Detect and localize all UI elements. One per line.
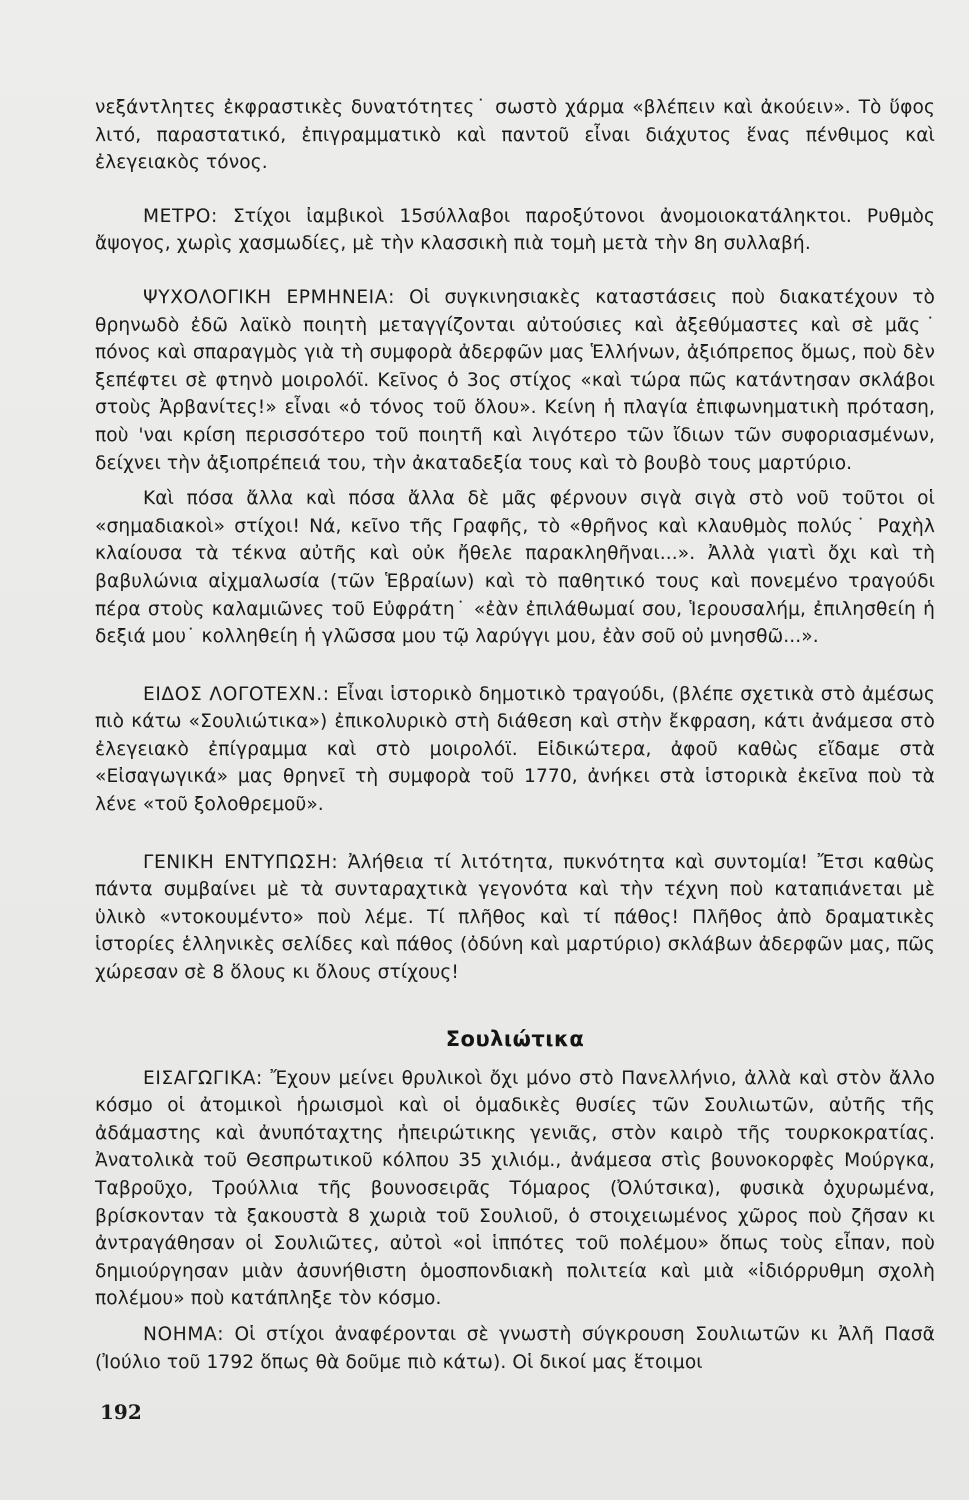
paragraph-label: ΜΕΤΡΟ: — [143, 205, 218, 227]
paragraph-metro — [95, 203, 935, 258]
paragraph-text: Εἶναι ἱστορικὸ δημοτικὸ τραγούδι, (βλέπε σχετικὰ στὸ ἀμέσως πιὸ κάτω «Σουλιώτικα») ἐπικολυρικὸ στὴ διάθεση καὶ στὴν ἔκφραση, κάτι ἀνάμεσα στὸ ἐλεγειακὸ ἐπίγραμμα καὶ στὸ μοιρολόϊ. Εἰδικώτερα, ἀφοῦ καθὼς εἴδαμε στὰ «Εἰσαγωγικά» μας θρηνεῖ τὴ συμφορὰ τοῦ 1770, ἀνήκει στὰ ἱστορικὰ ἐκεῖνα ποὺ τὰ λένε «τοῦ ξολοθρεμοῦ». — [95, 683, 935, 816]
paragraph-text: Οἱ στίχοι ἀναφέρονται σὲ γνωστὴ σύγκρουση Σουλιωτῶν κι Ἀλῆ Πασᾶ (Ἰούλιο τοῦ 1792 ὅπως θὰ δοῦμε πιὸ κάτω). Οἱ δικοί μας ἕτοιμοι — [95, 1323, 935, 1373]
paragraph-label: ΕΙΔΟΣ ΛΟΓΟΤΕΧΝ.: — [143, 683, 330, 705]
paragraph-general-impression — [95, 849, 935, 987]
paragraph-text: νεξάντλητες ἐκφραστικὲς δυνατότητες˙ σωστὸ χάρμα «βλέπειν καὶ ἀκούειν». Τὸ ὕφος λιτό, παραστατικό, ἐπιγραμματικὸ καὶ παντοῦ εἶναι διάχυτος ἕνας πένθιμος καὶ ἐλεγειακὸς τόνος. — [95, 97, 935, 174]
paragraph-continuation — [95, 94, 935, 177]
paragraph-text: Οἱ συγκινησιακὲς καταστάσεις ποὺ διακατέχουν τὸ θρηνωδὸ ἐδῶ λαϊκὸ ποιητὴ μεταγγίζονται αὐτούσιες καὶ ἀξεθύμαστες καὶ σὲ μᾶς˙ πόνος καὶ σπαραγμὸς γιὰ τὴ συμφορὰ ἀδερφῶν μας Ἑλλήνων, ἀξιόπρεπος ὅμως, ποὺ δὲν ξεπέφτει σὲ φτηνὸ μοιρολόϊ. Κεῖνος ὁ 3ος στίχος «καὶ τώρα πῶς κατάντησαν σκλάβοι στοὺς Ἀρβανίτες!» εἶναι «ὁ τόνος τοῦ ὅλου». Κείνη ἡ πλαγία ἐπιφωνηματικὴ πρόταση, ποὺ 'ναι κρίση περισσότερο τοῦ ποιητῆ καὶ λιγότερο τῶν ἴδιων τῶν συφοριασμένων, δείχνει τὴν ἀξιοπρέπειά του, τὴν ἀκαταδεξία τους καὶ τὸ βουβὸ τους μαρτύριο. — [95, 286, 935, 474]
paragraph-text: Στίχοι ἰαμβικοὶ 15σύλλαβοι παροξύτονοι ἀνομοιοκατάληκτοι. Ρυθμὸς ἄψογος, χωρὶς χασμωδίες, μὲ τὴν κλασσικὴ πιὰ τομὴ μετὰ τὴν 8η συλλαβή. — [95, 205, 935, 255]
paragraph-text: Καὶ πόσα ἄλλα καὶ πόσα ἄλλα δὲ μᾶς φέρνουν σιγὰ σιγὰ στὸ νοῦ τοῦτοι οἱ «σημαδιακοὶ» στίχοι! Νά, κεῖνο τῆς Γραφῆς, τὸ «θρῆνος καὶ κλαυθμὸς πολύς˙ Ραχὴλ κλαίουσα τὰ τέκνα αὐτῆς καὶ οὐκ ἤθελε παρακληθῆναι...». Ἀλλὰ γιατὶ ὄχι καὶ τὴ βαβυλώνια αἰχμαλωσία (τῶν Ἑβραίων) καὶ τὸ παθητικό τους καὶ πονεμένο τραγούδι πέρα στοὺς καλαμιῶνες τοῦ Εὐφράτη˙ «ἐὰν ἐπιλάθωμαί σου, Ἱερουσαλήμ, ἐπιλησθείη ἡ δεξιά μου˙ κολληθείη ἡ γλῶσσα μου τῷ λαρύγγι μου, ἐὰν σοῦ οὐ μνησθῶ...». — [95, 488, 935, 648]
paragraph-label: ΝΟΗΜΑ: — [143, 1323, 225, 1345]
paragraph-biblical-references — [95, 485, 935, 651]
paragraph-introductory — [95, 1065, 935, 1313]
paragraph-text: Ἔχουν μείνει θρυλικοὶ ὄχι μόνο στὸ Πανελλήνιο, ἀλλὰ καὶ στὸν ἄλλο κόσμο οἱ ἀτομικοὶ ἡρωισμοὶ καὶ οἱ ὁμαδικὲς θυσίες τῶν Σουλιωτῶν, αὐτῆς τῆς ἀδάμαστης καὶ ἀνυπόταχτης ἠπειρώτικης γενιᾶς, στὸν καιρὸ τῆς τουρκοκρατίας. Ἀνατολικὰ τοῦ Θεσπρωτικοῦ κόλπου 35 χιλιόμ., ἀνάμεσα στὶς βουνοκορφὲς Μούργκα, Ταβροῦχο, Τρούλλια τῆς βουνοσειρᾶς Τόμαρος (Ὀλύτσικα), φυσικὰ ὀχυρωμένα, βρίσκονταν τὰ ξακουστὰ 8 χωριὰ τοῦ Σουλιοῦ, ὁ στοιχειωμένος χῶρος ποὺ ζῆσαν κι ἀντραγάθησαν οἱ Σουλιῶτες, αὐτοὶ «οἱ ἱππότες τοῦ πολέμου» ὅπως τοὺς εἶπαν, ποὺ δημιούργησαν μιὰν ἀσυνήθιστη ὁμοσπονδιακὴ πολιτεία καὶ μιὰ «ἰδιόρρυθμη σχολὴ πολέμου» ποὺ κατάπληξε τὸν κόσμο. — [95, 1067, 935, 1310]
paragraph-label: ΕΙΣΑΓΩΓΙΚΑ: — [143, 1067, 263, 1089]
paragraph-text: Ἀλήθεια τί λιτότητα, πυκνότητα καὶ συντομία! Ἔτσι καθὼς πάντα συμβαίνει μὲ τὰ συνταραχτικὰ γεγονότα καὶ τὴν τέχνη ποὺ καταπιάνεται μὲ ὑλικὸ «ντοκουμέντο» ποὺ λέμε. Τί πλῆθος καὶ τί πάθος! Πλῆθος ἀπὸ δραματικὲς ἱστορίες ἑλληνικὲς σελίδες καὶ πάθος (ὀδύνη καὶ μαρτύριο) σκλάβων ἀδερφῶν μας, πῶς χώρεσαν σὲ 8 ὅλους κι ὅλους στίχους! — [95, 851, 935, 984]
paragraph-meaning — [95, 1321, 935, 1376]
paragraph-label: ΓΕΝΙΚΗ ΕΝΤΥΠΩΣΗ: — [143, 851, 339, 873]
paragraph-psychological-interpretation — [95, 284, 935, 477]
paragraph-literary-genre — [95, 681, 935, 819]
page-number: 192 — [100, 1400, 142, 1424]
section-title: Σουλιώτικα — [445, 1026, 585, 1051]
paragraph-label: ΨΥΧΟΛΟΓΙΚΗ ΕΡΜΗΝΕΙΑ: — [143, 286, 395, 308]
